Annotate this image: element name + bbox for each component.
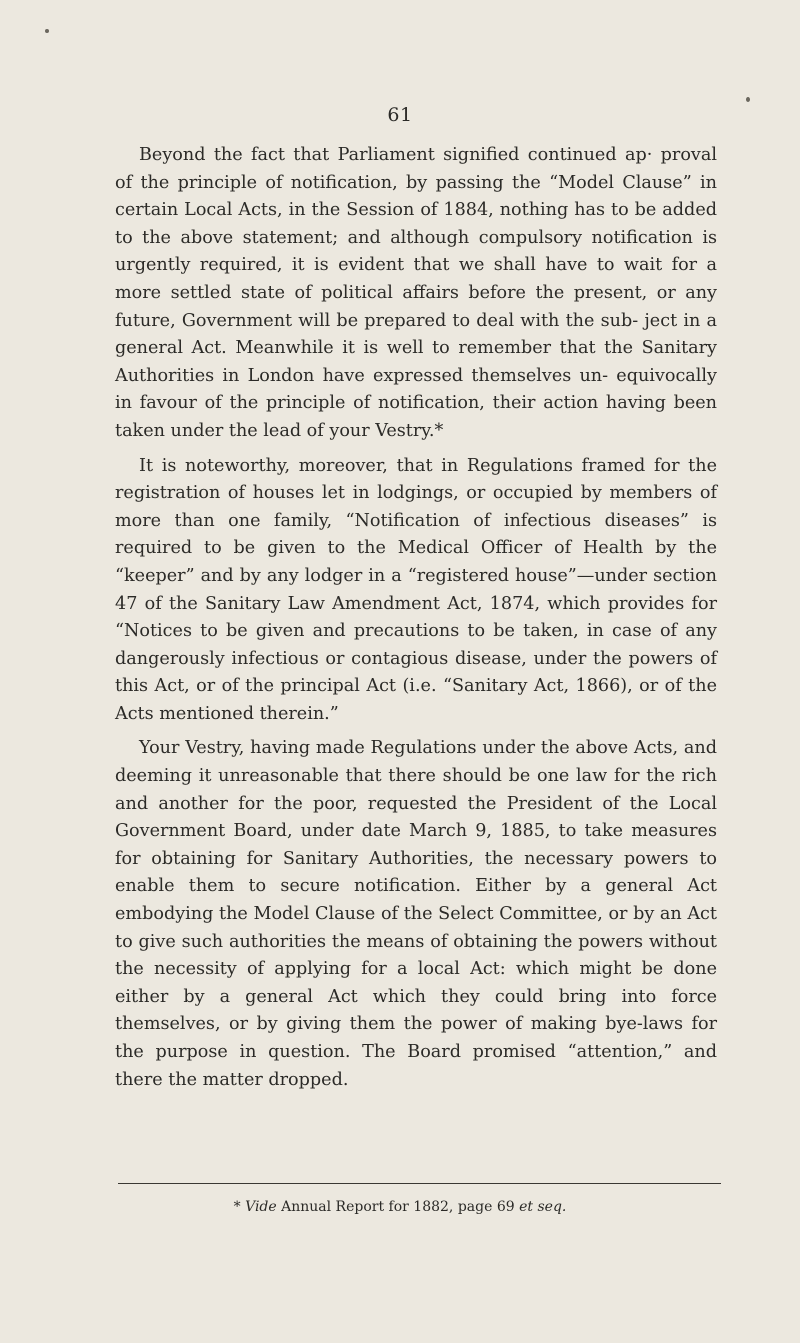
paragraph-1: Beyond the fact that Parliament signified continued ap· proval of the principle of notification, by passing the “Model Clause” in certain Local Acts, in the Session of 1884, nothing has to be added to the above statement; and although compulsory notification is urgently required, it is evident that we shall have to wait for a more settled state of political affairs before the present, or any future, Government will be prepared to deal with the sub- ject in a general Act. Meanwhile it is well to remember that the Sanitary Authorities in London have expressed themselves un- equivocally in favour of the principle of notification, their action having been taken under the lead of your Vestry.*	[115, 145, 717, 441]
paragraph-2: It is noteworthy, moreover, that in Regulations framed for the registration of houses let in lodgings, or occupied by members of more than one family, “Notification of infectious diseases” is required to be given to the Medical Officer of Health by the “keeper” and by any lodger in a “registered house”—under section 47 of the Sanitary Law Amendment Act, 1874, which provides for “Notices to be given and precautions to be taken, in case of any dangerously infectious or contagious disease, under the powers of this Act, or of the principal Act (i.e. “Sanitary Act, 1866), or of the Acts mentioned therein.”	[115, 455, 717, 724]
paragraph-3: Your Vestry, having made Regulations under the above Acts, and deeming it unreasonable that there should be one law for the rich and another for the poor, requested the President of the Local Government Board, under date March 9, 1885, to take measures for obtaining for Sanitary Authorities, the necessary powers to enable them to secure notification. Either by a general Act embodying the Model Clause of the Select Committee, or by an Act to give such authorities the means of obtaining the powers without the necessity of applying for a local Act: which might be done either by a general Act which they could bring into force themselves, or by giving them the power of making bye-laws for the purpose in question. The Board promised “attention,” and there the matter dropped.	[115, 738, 717, 1090]
page-number: 61	[387, 104, 413, 126]
ink-speck	[746, 97, 750, 102]
ink-speck	[45, 29, 49, 33]
footnote	[0, 1199, 800, 1215]
footnote-et-seq: et seq.	[519, 1199, 567, 1215]
footnote-marker: *	[233, 1199, 241, 1215]
footnote-text: Annual Report for 1882, page 69	[281, 1199, 515, 1215]
footnote-divider	[118, 1183, 721, 1184]
footnote-vide: Vide	[245, 1199, 277, 1215]
body-text	[115, 142, 717, 1101]
